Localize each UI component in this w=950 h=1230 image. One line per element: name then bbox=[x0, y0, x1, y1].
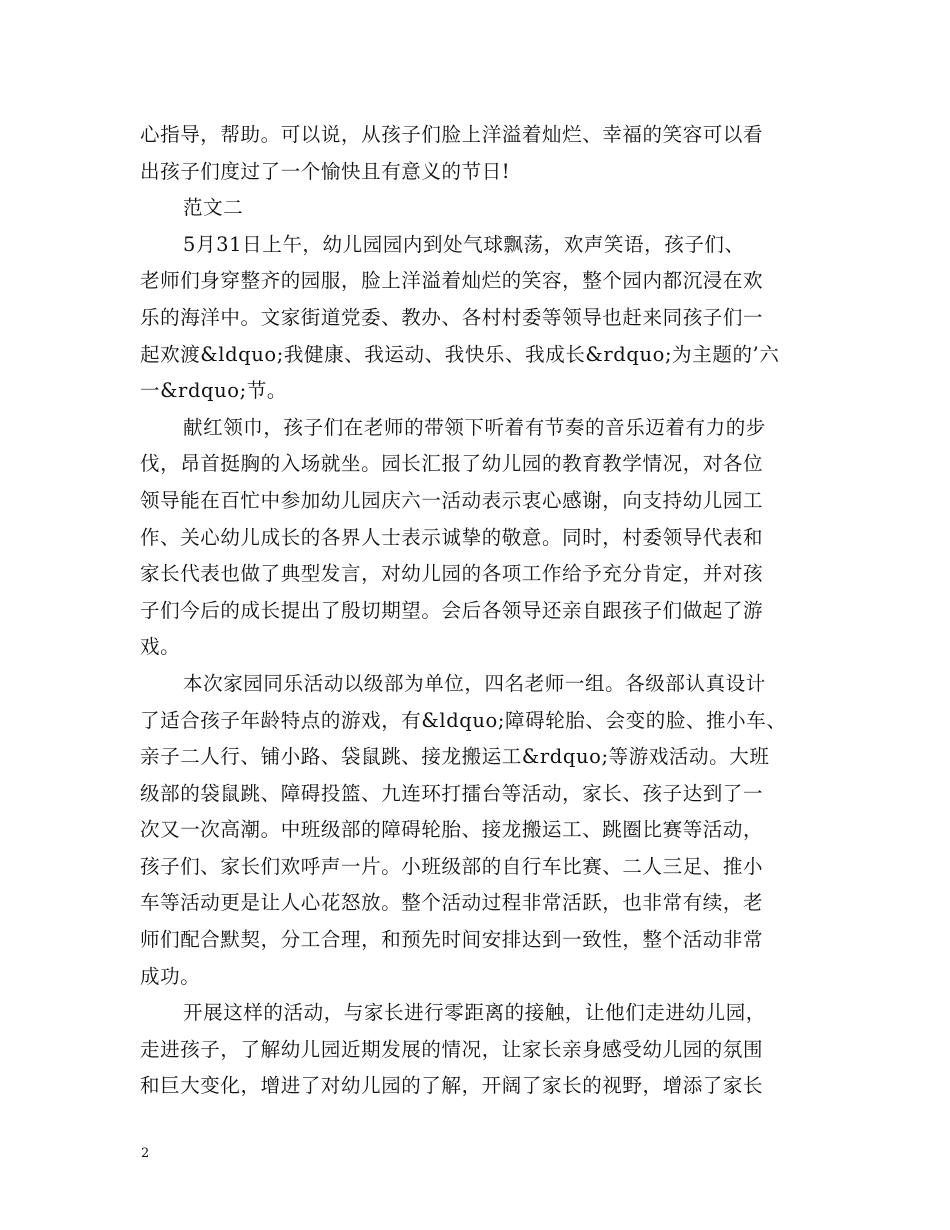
section-heading: 范文二 bbox=[183, 196, 244, 220]
text-line: 车等活动更是让人心花怒放。整个活动过程非常活跃，也非常有续，老 bbox=[140, 891, 764, 915]
paragraph-start: 献红领巾，孩子们在老师的带领下听着有节奏的音乐迈着有力的步 bbox=[183, 415, 766, 439]
text-line: 孩子们、家长们欢呼声一片。小班级部的自行车比赛、二人三足、推小 bbox=[140, 854, 764, 878]
document-body bbox=[140, 117, 840, 1105]
text-line: 了适合孩子年龄特点的游戏，有&ldquo;障碍轮胎、会变的脸、推小车、 bbox=[140, 708, 787, 732]
text-line: 和巨大变化，增进了对幼儿园的了解，开阔了家长的视野，增添了家长 bbox=[140, 1074, 764, 1098]
text-line: 成功。 bbox=[140, 964, 201, 988]
text-line: 出孩子们度过了一个愉快且有意义的节日! bbox=[140, 159, 511, 183]
text-line: 次又一次高潮。中班级部的障碍轮胎、接龙搬运工、跳圈比赛等活动， bbox=[140, 818, 764, 842]
text-line: 戏。 bbox=[140, 635, 181, 659]
text-line: 乐的海洋中。文家街道党委、教办、各村村委等领导也赶来同孩子们一 bbox=[140, 305, 764, 329]
text-line: 心指导，帮助。可以说，从孩子们脸上洋溢着灿烂、幸福的笑容可以看 bbox=[140, 123, 764, 146]
text-line: 亲子二人行、铺小路、袋鼠跳、接龙搬运工&rdquo;等游戏活动。大班 bbox=[140, 745, 770, 769]
text-line: 起欢渡&ldquo;我健康、我运动、我快乐、我成长&rdquo;为主题的’六 bbox=[140, 342, 780, 366]
text-line: 领导能在百忙中参加幼儿园庆六一活动表示衷心感谢，向支持幼儿园工 bbox=[140, 488, 764, 512]
text-line: 走进孩子，了解幼儿园近期发展的情况，让家长亲身感受幼儿园的氛围 bbox=[140, 1037, 764, 1061]
paragraph-start: 5月31日上午，幼儿园园内到处气球飘荡，欢声笑语，孩子们、 bbox=[183, 232, 745, 256]
text-line: 作、关心幼儿成长的各界人士表示诚挚的敬意。同时，村委领导代表和 bbox=[140, 525, 764, 549]
text-line: 家长代表也做了典型发言，对幼儿园的各项工作给予充分肯定，并对孩 bbox=[140, 562, 764, 586]
paragraph-start: 开展这样的活动，与家长进行零距离的接触，让他们走进幼儿园， bbox=[183, 1001, 766, 1025]
text-line: 子们今后的成长提出了殷切期望。会后各领导还亲自跟孩子们做起了游 bbox=[140, 598, 764, 622]
text-line: 一&rdquo;节。 bbox=[140, 379, 288, 403]
text-line: 师们配合默契，分工合理，和预先时间安排达到一致性，整个活动非常 bbox=[140, 928, 764, 952]
paragraph-start: 本次家园同乐活动以级部为单位，四名老师一组。各级部认真设计 bbox=[183, 671, 766, 695]
page-number: 2 bbox=[141, 1146, 150, 1161]
text-line: 级部的袋鼠跳、障碍投篮、九连环打擂台等活动，家长、孩子达到了一 bbox=[140, 781, 764, 805]
text-line: 老师们身穿整齐的园服，脸上洋溢着灿烂的笑容，整个园内都沉浸在欢 bbox=[140, 269, 764, 293]
text-line: 伐，昂首挺胸的入场就坐。园长汇报了幼儿园的教育教学情况，对各位 bbox=[140, 452, 764, 476]
